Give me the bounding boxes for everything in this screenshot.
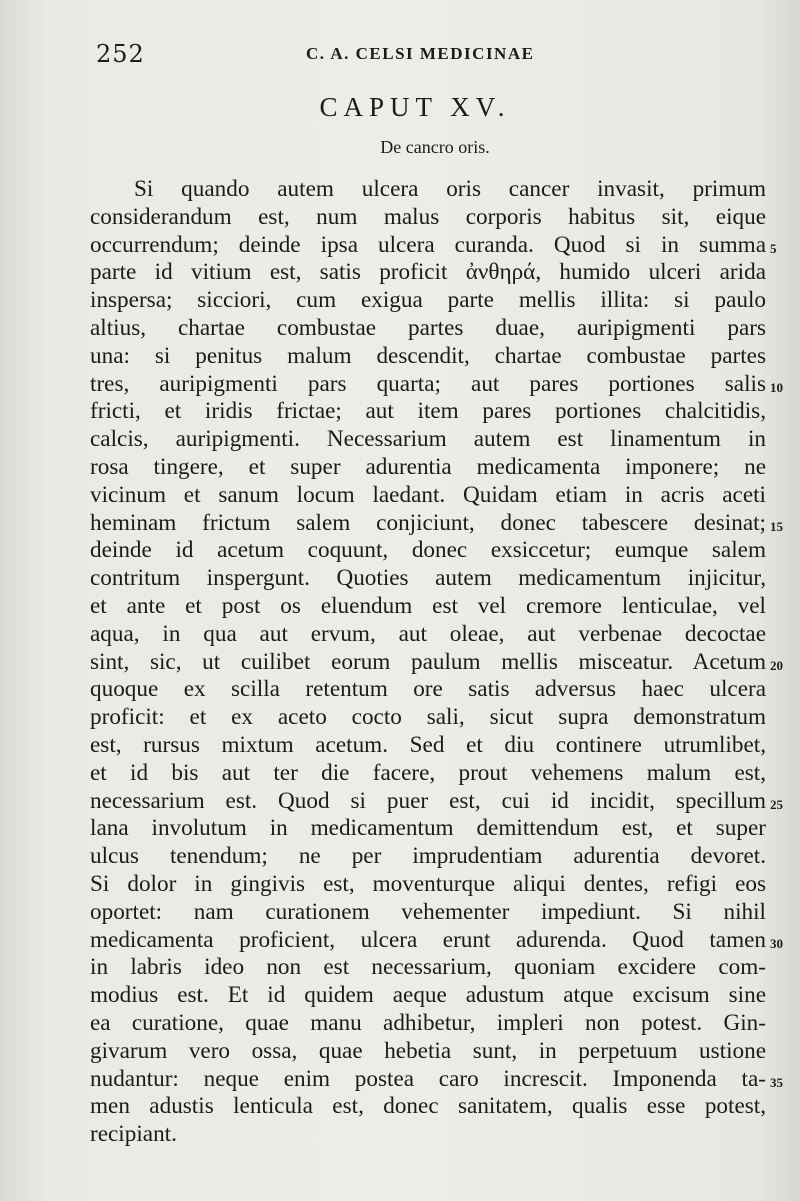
text-line-content: recipiant. — [90, 1121, 177, 1148]
text-line-content: una: si penitus malum descendit, chartae combustae partes — [90, 342, 766, 369]
text-line-content: contritum inspergunt. Quoties autem medicamentum injicitur, — [90, 565, 766, 592]
line-number: 20 — [770, 657, 783, 673]
text-line-content: considerandum est, num malus corporis habitus sit, eique — [90, 203, 766, 230]
text-line-content: fricti, et iridis frictae; aut item pares portiones chalcitidis, — [90, 398, 766, 425]
text-line-content: et ante et post os eluendum est vel cremore lenticulae, vel — [90, 592, 766, 619]
chapter-subtitle: De cancro oris. — [380, 137, 490, 157]
page-header — [96, 40, 760, 70]
text-line — [90, 398, 766, 426]
running-head: C. A. CELSI MEDICINAE — [306, 44, 535, 63]
line-number: 35 — [770, 1074, 783, 1090]
text-line — [90, 204, 766, 232]
text-line-content: aqua, in qua aut ervum, aut oleae, aut verbenae decoctae — [90, 620, 766, 647]
text-line-content: necessarium est. Quod si puer est, cui id incidit, specillum — [90, 787, 766, 814]
text-line — [90, 815, 766, 843]
line-number: 10 — [770, 379, 783, 395]
text-line — [90, 1010, 766, 1038]
text-line — [90, 787, 783, 816]
text-line-content: in labris ideo non est necessarium, quoniam excidere com- — [90, 954, 766, 981]
text-line — [90, 176, 766, 204]
text-line-content: Si quando autem ulcera oris cancer invasit, primum — [134, 176, 766, 202]
text-line-content: sint, sic, ut cuilibet eorum paulum mellis misceatur. Acetum — [90, 648, 766, 675]
text-line — [90, 648, 783, 677]
line-number: 25 — [770, 796, 783, 812]
text-line-content: est, rursus mixtum acetum. Sed et diu continere utrumlibet, — [90, 731, 766, 758]
text-line — [90, 621, 766, 649]
text-line — [90, 1065, 783, 1094]
text-line-content: altius, chartae combustae partes duae, auripigmenti pars — [90, 314, 766, 341]
text-line — [90, 315, 766, 343]
text-line — [90, 482, 766, 510]
chapter-title: CAPUT XV. — [319, 92, 511, 122]
text-line-content: et id bis aut ter die facere, prout vehemens malum est, — [90, 759, 766, 786]
text-line-content: ulcus tenendum; ne per imprudentiam adurentia devoret. — [90, 843, 766, 870]
text-line-content: medicamenta proficient, ulcera erunt adurenda. Quod tamen — [90, 926, 766, 953]
text-line — [90, 1038, 766, 1066]
text-line — [90, 509, 783, 538]
page-number: 252 — [96, 40, 145, 68]
text-line-content: tres, auripigmenti pars quarta; aut pares portiones salis — [90, 370, 766, 397]
text-line — [90, 954, 766, 982]
text-line — [90, 537, 766, 565]
text-line — [90, 287, 766, 315]
text-line-content: ea curatione, quae manu adhibetur, impleri non potest. Gin- — [90, 1009, 766, 1036]
text-line — [90, 343, 766, 371]
text-line — [90, 843, 766, 871]
text-line — [90, 426, 766, 454]
text-line-content: occurrendum; deinde ipsa ulcera curanda. Quod si in summa — [90, 231, 766, 258]
text-line — [90, 676, 766, 704]
text-line — [90, 704, 766, 732]
text-line-content: deinde id acetum coquunt, donec exsiccetur; eumque salem — [90, 537, 766, 564]
text-line — [90, 760, 766, 788]
text-line-content: lana involutum in medicamentum demittendum est, et super — [90, 815, 766, 842]
text-line-content: givarum vero ossa, quae hebetia sunt, in perpetuum ustione — [90, 1037, 766, 1064]
text-line-content: rosa tingere, et super adurentia medicamenta imponere; ne — [90, 453, 766, 480]
body-text — [90, 176, 783, 1149]
text-line-content: parte id vitium est, satis proficit ἀνθηρά, humido ulceri arida — [90, 259, 766, 286]
line-number: 30 — [770, 935, 783, 951]
text-line-content: vicinum et sanum locum laedant. Quidam etiam in acris aceti — [90, 481, 766, 508]
text-line-content: nudantur: neque enim postea caro increscit. Imponenda ta- — [90, 1065, 766, 1092]
text-line — [90, 982, 766, 1010]
text-line — [90, 565, 766, 593]
text-line — [90, 231, 777, 260]
text-line-content: quoque ex scilla retentum ore satis adversus haec ulcera — [90, 676, 766, 703]
line-number: 5 — [770, 240, 777, 256]
text-line — [90, 732, 766, 760]
text-line-content: inspersa; sicciori, cum exigua parte mellis illita: si paulo — [90, 287, 766, 314]
text-line-content: Si dolor in gingivis est, moventurque aliqui dentes, refigi eos — [90, 870, 766, 897]
text-line — [90, 1121, 766, 1149]
text-line — [90, 926, 783, 955]
text-line-content: oportet: nam curationem vehementer impediunt. Si nihil — [90, 898, 766, 925]
line-number: 15 — [770, 518, 783, 534]
text-line-content: modius est. Et id quidem aeque adustum atque excisum sine — [90, 982, 766, 1009]
text-line — [90, 899, 766, 927]
text-line-content: calcis, auripigmenti. Necessarium autem est linamentum in — [90, 426, 766, 453]
text-line — [90, 871, 766, 899]
text-line — [90, 370, 783, 399]
text-line — [90, 454, 766, 482]
text-line — [90, 593, 766, 621]
text-line-content: proficit: et ex aceto cocto sali, sicut supra demonstratum — [90, 704, 766, 731]
text-line-content: heminam frictum salem conjiciunt, donec tabescere desinat; — [90, 509, 766, 536]
text-line — [90, 1093, 766, 1121]
text-line-content: men adustis lenticula est, donec sanitatem, qualis esse potest, — [90, 1093, 766, 1120]
text-line — [90, 259, 766, 287]
